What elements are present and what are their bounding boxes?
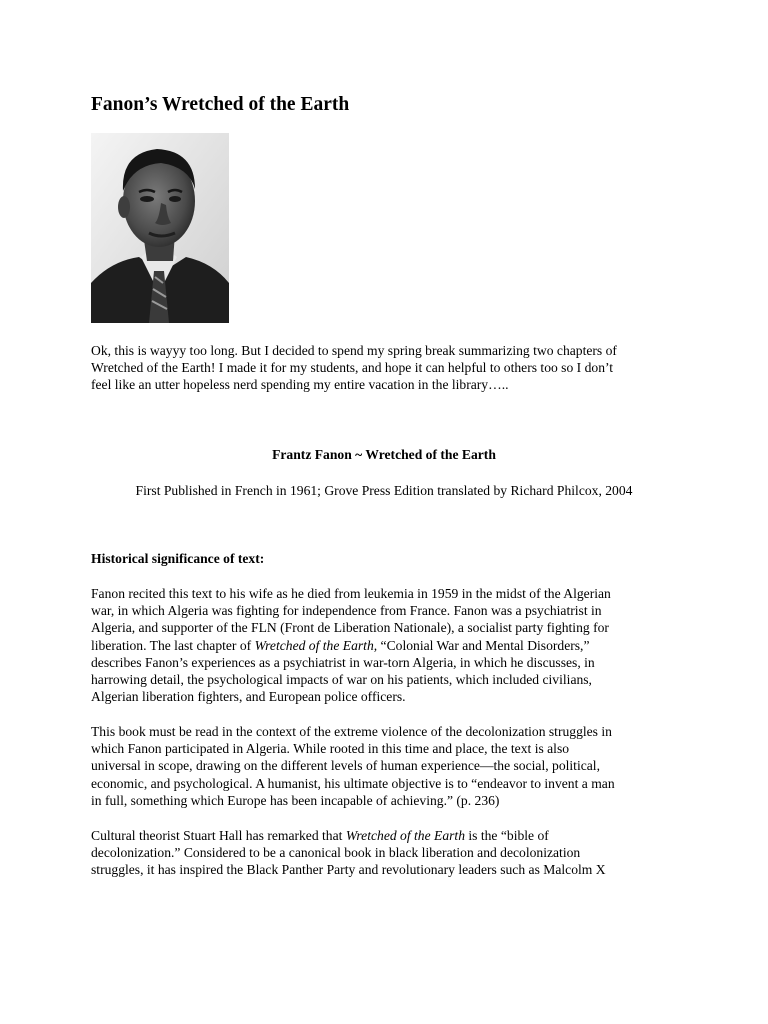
paragraph-line: Algerian liberation fighters, and European police officers. (91, 689, 406, 705)
intro-line: feel like an utter hopeless nerd spending my entire vacation in the library….. (91, 377, 509, 393)
paragraph-line: Algeria, and supporter of the FLN (Front de Liberation Nationale), a socialist party fighting for (91, 620, 609, 636)
publication-info: First Published in French in 1961; Grove Press Edition translated by Richard Philcox, 2004 (135, 483, 633, 498)
book-title-italic: Wretched of the Earth (345, 828, 465, 843)
paragraph-decolonization-context (91, 723, 691, 809)
paragraph-line: in full, something which Europe has been incapable of achieving.” (p. 236) (91, 792, 500, 808)
paragraph-historical-context (91, 585, 691, 705)
paragraph-line: which Fanon participated in Algeria. While rooted in this time and place, the text is also (91, 741, 570, 757)
paragraph-line: This book must be read in the context of the extreme violence of the decolonization struggles in (91, 724, 612, 739)
paragraph-line (91, 827, 691, 844)
paragraph-line: economic, and psychological. A humanist, his ultimate objective is to “endeavor to invent a man (91, 775, 615, 791)
intro-line: Ok, this is wayyy too long. But I decided to spend my spring break summarizing two chapters of (91, 343, 617, 358)
intro-line: Wretched of the Earth! I made it for my students, and hope it can helpful to others too so I don’t (91, 360, 614, 376)
document-title: Fanon’s Wretched of the Earth (91, 94, 350, 115)
paragraph-line: describes Fanon’s experiences as a psychiatrist in war-torn Algeria, in which he discusses, in (91, 654, 595, 670)
book-title-italic: Wretched of the Earth, (254, 637, 378, 653)
paragraph-line: struggles, it has inspired the Black Panther Party and revolutionary leaders such as Malcolm X (91, 862, 606, 878)
text-run: “Colonial War and Mental Disorders,” (377, 637, 590, 653)
paragraph-line: war, in which Algeria was fighting for independence from France. Fanon was a psychiatrist in (91, 603, 602, 619)
text-run: Cultural theorist Stuart Hall has remarked that (91, 828, 346, 843)
portrait-photo (91, 133, 229, 323)
intro-paragraph (91, 342, 691, 394)
book-heading: Frantz Fanon ~ Wretched of the Earth (272, 447, 496, 462)
paragraph-cultural-impact (91, 827, 691, 879)
text-run: is the “bible of (465, 828, 549, 843)
section-heading: Historical significance of text: (91, 551, 265, 566)
paragraph-line: Fanon recited this text to his wife as he died from leukemia in 1959 in the midst of the Algerian (91, 586, 611, 601)
paragraph-line: decolonization.” Considered to be a canonical book in black liberation and decolonization (91, 845, 581, 861)
paragraph-line (91, 637, 691, 654)
paragraph-line: universal in scope, drawing on the different levels of human experience—the social, political, (91, 758, 600, 774)
text-run: liberation. The last chapter of (91, 637, 255, 653)
paragraph-line: harrowing detail, the psychological impacts of war on his patients, which included civilians, (91, 672, 592, 688)
